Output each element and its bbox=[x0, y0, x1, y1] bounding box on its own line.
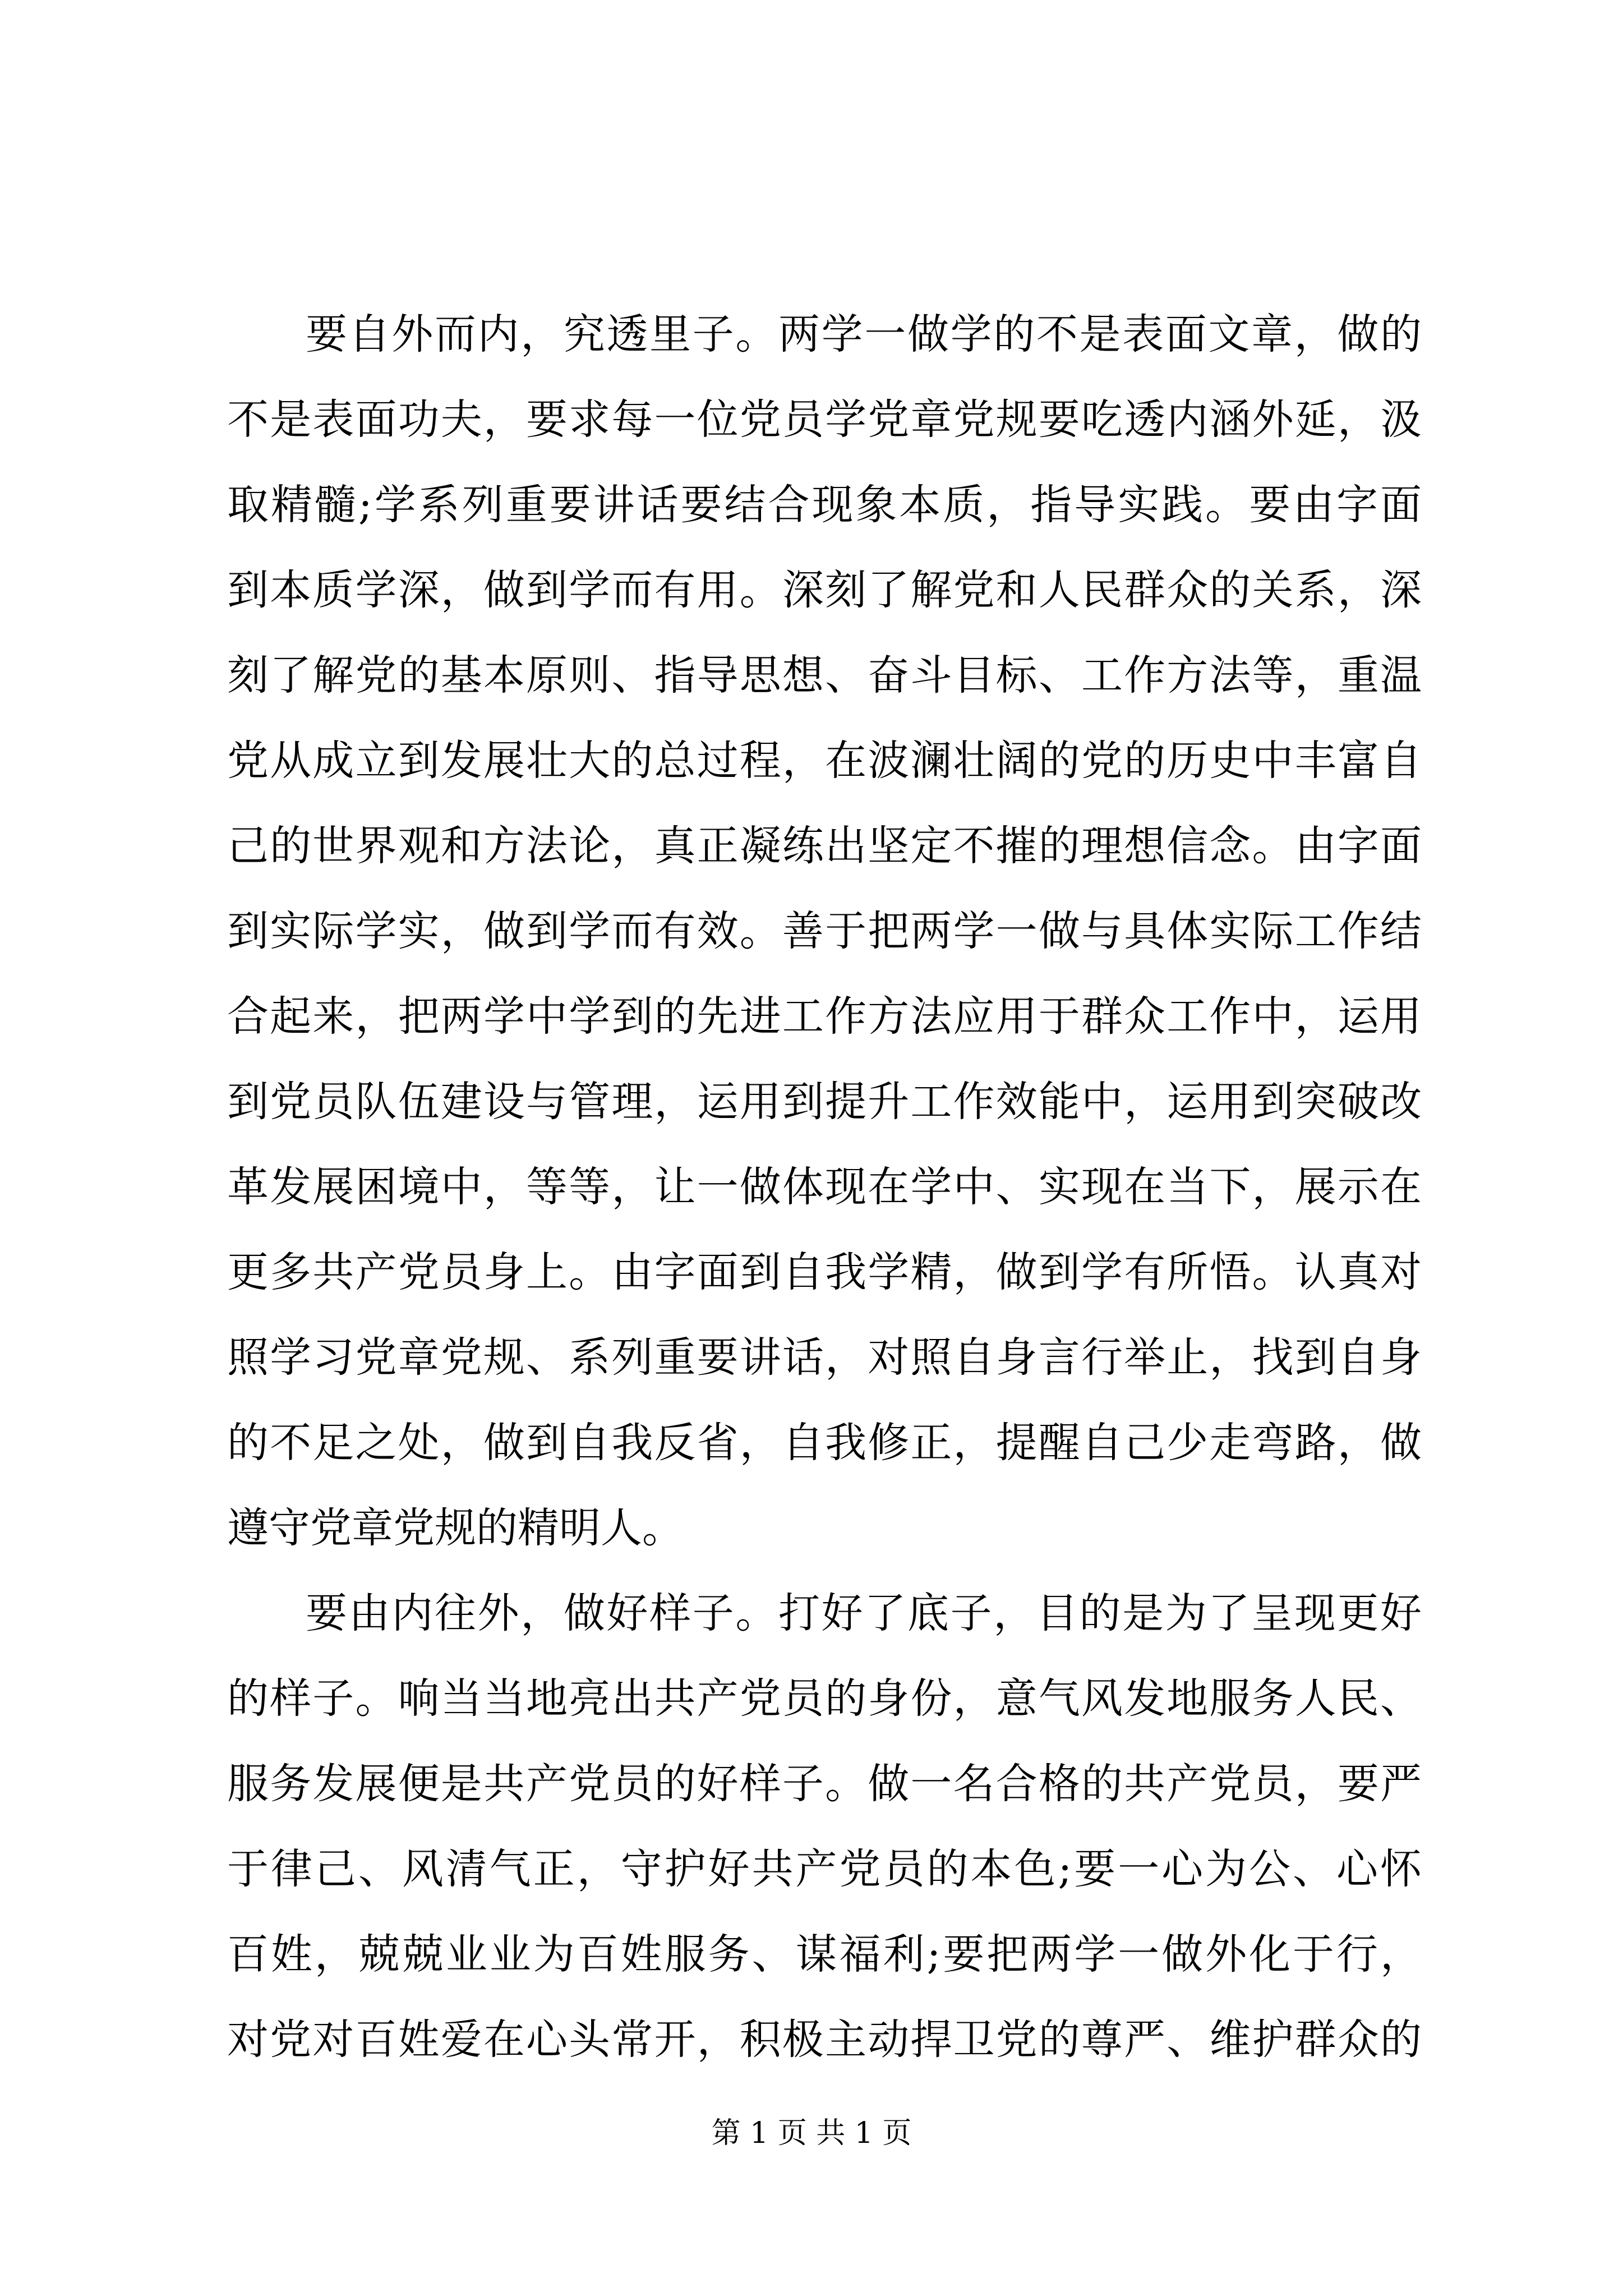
text-line: 遵守党章党规的精明人。 bbox=[227, 1504, 684, 1552]
text-line: 于律己、风清气正，守护好共产党员的本色;要一心为公、心怀 bbox=[227, 1845, 1422, 1893]
text-line: 要由内往外，做好样子。打好了底子，目的是为了呈现更好 bbox=[306, 1589, 1422, 1637]
text-line: 取精髓;学系列重要讲话要结合现象本质，指导实践。要由字面 bbox=[227, 481, 1422, 529]
page-number-footer: 第 1 页 共 1 页 bbox=[711, 2116, 912, 2150]
text-line: 到党员队伍建设与管理，运用到提升工作效能中，运用到突破改 bbox=[227, 1078, 1422, 1126]
text-line: 要自外而内，究透里子。两学一做学的不是表面文章，做的 bbox=[306, 310, 1422, 358]
text-line: 己的世界观和方法论，真正凝练出坚定不摧的理想信念。由字面 bbox=[227, 822, 1422, 870]
text-line: 对党对百姓爱在心头常开，积极主动捍卫党的尊严、维护群众的 bbox=[227, 2016, 1422, 2064]
text-line: 照学习党章党规、系列重要讲话，对照自身言行举止，找到自身 bbox=[227, 1333, 1422, 1382]
paragraph bbox=[227, 292, 1422, 1571]
text-line: 的不足之处，做到自我反省，自我修正，提醒自己少走弯路，做 bbox=[227, 1419, 1422, 1467]
text-line: 刻了解党的基本原则、指导思想、奋斗目标、工作方法等，重温 bbox=[227, 651, 1422, 700]
text-line: 到实际学实，做到学而有效。善于把两学一做与具体实际工作结 bbox=[227, 907, 1422, 955]
document-body bbox=[227, 292, 1422, 2082]
text-line: 革发展困境中，等等，让一做体现在学中、实现在当下，展示在 bbox=[227, 1163, 1422, 1211]
paragraph bbox=[227, 1571, 1422, 2082]
text-line: 更多共产党员身上。由字面到自我学精，做到学有所悟。认真对 bbox=[227, 1248, 1422, 1296]
text-line: 不是表面功夫，要求每一位党员学党章党规要吃透内涵外延，汲 bbox=[227, 395, 1422, 444]
text-line: 党从成立到发展壮大的总过程，在波澜壮阔的党的历史中丰富自 bbox=[227, 737, 1422, 785]
text-line: 服务发展便是共产党员的好样子。做一名合格的共产党员，要严 bbox=[227, 1760, 1422, 1808]
text-line: 合起来，把两学中学到的先进工作方法应用于群众工作中，运用 bbox=[227, 992, 1422, 1041]
text-line: 到本质学深，做到学而有用。深刻了解党和人民群众的关系，深 bbox=[227, 566, 1422, 614]
text-line: 的样子。响当当地亮出共产党员的身份，意气风发地服务人民、 bbox=[227, 1674, 1422, 1723]
text-line: 百姓，兢兢业业为百姓服务、谋福利;要把两学一做外化于行， bbox=[227, 1930, 1422, 1978]
